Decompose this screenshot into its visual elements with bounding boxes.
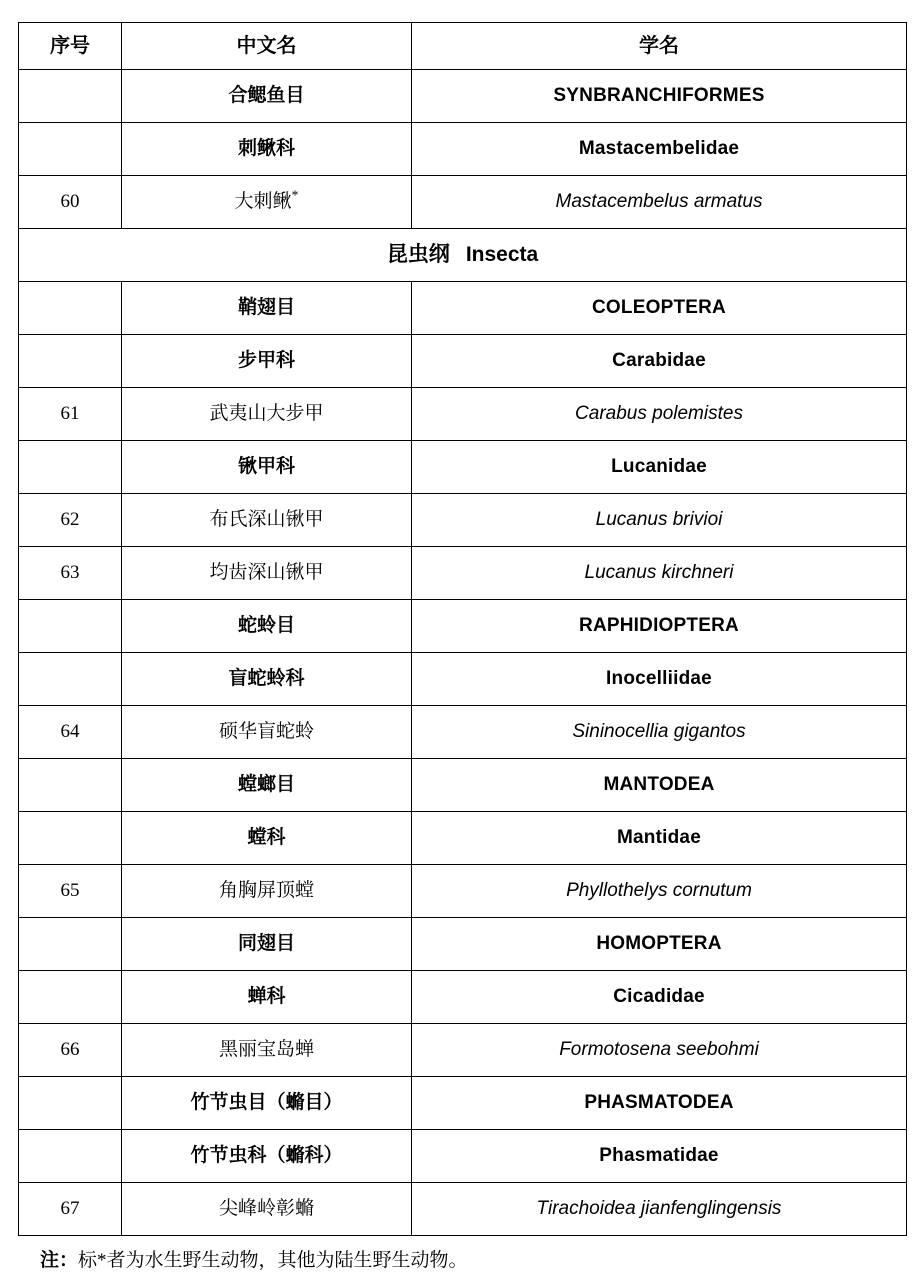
cell-chinese-name: 竹节虫科（䗛科） bbox=[122, 1130, 412, 1183]
cell-chinese-name: 螳科 bbox=[122, 812, 412, 865]
cell-number: 62 bbox=[19, 494, 122, 547]
table-row-species bbox=[19, 547, 907, 600]
cell-chinese-name: 尖峰岭彰䗛 bbox=[122, 1183, 412, 1236]
cell-chinese-name: 武夷山大步甲 bbox=[122, 388, 412, 441]
table-header-row bbox=[19, 23, 907, 70]
cell-chinese-name: 竹节虫目（䗛目） bbox=[122, 1077, 412, 1130]
column-header-scientific-name: 学名 bbox=[412, 23, 907, 70]
cell-chinese-name: 螳螂目 bbox=[122, 759, 412, 812]
column-header-chinese-name: 中文名 bbox=[122, 23, 412, 70]
table-row-taxon-group bbox=[19, 918, 907, 971]
table-row-species bbox=[19, 1024, 907, 1077]
table-row-taxon-group bbox=[19, 812, 907, 865]
cell-scientific-name: Mantidae bbox=[412, 812, 907, 865]
cell-number: 63 bbox=[19, 547, 122, 600]
cell-scientific-name: Phyllothelys cornutum bbox=[412, 865, 907, 918]
cell-chinese-name: 硕华盲蛇蛉 bbox=[122, 706, 412, 759]
cell-scientific-name: Formotosena seebohmi bbox=[412, 1024, 907, 1077]
cell-chinese-name: 蝉科 bbox=[122, 971, 412, 1024]
cell-number bbox=[19, 441, 122, 494]
cell-scientific-name: Lucanus kirchneri bbox=[412, 547, 907, 600]
cell-scientific-name: Lucanus brivioi bbox=[412, 494, 907, 547]
cell-number bbox=[19, 812, 122, 865]
cell-chinese-name: 盲蛇蛉科 bbox=[122, 653, 412, 706]
cell-number bbox=[19, 123, 122, 176]
cell-scientific-name: Carabus polemistes bbox=[412, 388, 907, 441]
table-row-species bbox=[19, 865, 907, 918]
cell-chinese-name: 黑丽宝岛蝉 bbox=[122, 1024, 412, 1077]
table-note bbox=[18, 1245, 906, 1272]
cell-chinese-name: 角胸屏顶螳 bbox=[122, 865, 412, 918]
table-row-species bbox=[19, 706, 907, 759]
table-row-class-band bbox=[19, 229, 907, 282]
table-row-taxon-group bbox=[19, 441, 907, 494]
table-row-taxon-group bbox=[19, 600, 907, 653]
cell-scientific-name: Tirachoidea jianfenglingensis bbox=[412, 1183, 907, 1236]
cell-number bbox=[19, 653, 122, 706]
cell-scientific-name: COLEOPTERA bbox=[412, 282, 907, 335]
table-row-taxon-group bbox=[19, 653, 907, 706]
table-row-taxon-group bbox=[19, 1130, 907, 1183]
cell-chinese-name: 均齿深山锹甲 bbox=[122, 547, 412, 600]
chinese-name-text: 大刺鳅 bbox=[234, 191, 292, 213]
cell-chinese-name: 鞘翅目 bbox=[122, 282, 412, 335]
table-row-taxon-group bbox=[19, 70, 907, 123]
cell-chinese-name: 合鳃鱼目 bbox=[122, 70, 412, 123]
cell-number bbox=[19, 282, 122, 335]
cell-number bbox=[19, 1130, 122, 1183]
cell-number bbox=[19, 759, 122, 812]
table-row-taxon-group bbox=[19, 759, 907, 812]
table-row-taxon-group bbox=[19, 335, 907, 388]
cell-scientific-name: Sininocellia gigantos bbox=[412, 706, 907, 759]
cell-scientific-name: Inocelliidae bbox=[412, 653, 907, 706]
cell-chinese-name: 锹甲科 bbox=[122, 441, 412, 494]
table-row-taxon-group bbox=[19, 971, 907, 1024]
table-row-species bbox=[19, 176, 907, 229]
class-band-latin: Insecta bbox=[465, 243, 539, 267]
cell-scientific-name: Lucanidae bbox=[412, 441, 907, 494]
cell-scientific-name: SYNBRANCHIFORMES bbox=[412, 70, 907, 123]
class-band-chinese: 昆虫纲 bbox=[386, 242, 450, 267]
cell-scientific-name: RAPHIDIOPTERA bbox=[412, 600, 907, 653]
cell-number: 64 bbox=[19, 706, 122, 759]
column-header-number: 序号 bbox=[19, 23, 122, 70]
note-label: 注： bbox=[40, 1250, 79, 1271]
cell-scientific-name: HOMOPTERA bbox=[412, 918, 907, 971]
table-body bbox=[19, 23, 907, 1236]
cell-scientific-name: MANTODEA bbox=[412, 759, 907, 812]
cell-chinese-name: 步甲科 bbox=[122, 335, 412, 388]
note-text: 标*者为水生野生动物，其他为陆生野生动物。 bbox=[78, 1250, 468, 1271]
table-row-species bbox=[19, 1183, 907, 1236]
cell-number bbox=[19, 971, 122, 1024]
table-row-taxon-group bbox=[19, 282, 907, 335]
protected-species-table bbox=[18, 22, 907, 1236]
table-row-species bbox=[19, 494, 907, 547]
cell-scientific-name: PHASMATODEA bbox=[412, 1077, 907, 1130]
cell-number bbox=[19, 335, 122, 388]
cell-chinese-name: 蛇蛉目 bbox=[122, 600, 412, 653]
cell-number bbox=[19, 600, 122, 653]
cell-scientific-name: Carabidae bbox=[412, 335, 907, 388]
cell-number: 60 bbox=[19, 176, 122, 229]
table-row-taxon-group bbox=[19, 123, 907, 176]
cell-scientific-name: Mastacembelidae bbox=[412, 123, 907, 176]
table-row-species bbox=[19, 388, 907, 441]
cell-chinese-name: 刺鳅科 bbox=[122, 123, 412, 176]
cell-chinese-name: 同翅目 bbox=[122, 918, 412, 971]
cell-scientific-name: Phasmatidae bbox=[412, 1130, 907, 1183]
cell-chinese-name bbox=[122, 176, 412, 229]
aquatic-marker-icon: * bbox=[291, 188, 299, 204]
cell-number: 65 bbox=[19, 865, 122, 918]
cell-number: 61 bbox=[19, 388, 122, 441]
cell-number bbox=[19, 918, 122, 971]
class-band-cell bbox=[19, 229, 907, 282]
cell-number bbox=[19, 70, 122, 123]
cell-scientific-name: Mastacembelus armatus bbox=[412, 176, 907, 229]
cell-scientific-name: Cicadidae bbox=[412, 971, 907, 1024]
cell-chinese-name: 布氏深山锹甲 bbox=[122, 494, 412, 547]
table-row-taxon-group bbox=[19, 1077, 907, 1130]
cell-number: 67 bbox=[19, 1183, 122, 1236]
cell-number bbox=[19, 1077, 122, 1130]
cell-number: 66 bbox=[19, 1024, 122, 1077]
